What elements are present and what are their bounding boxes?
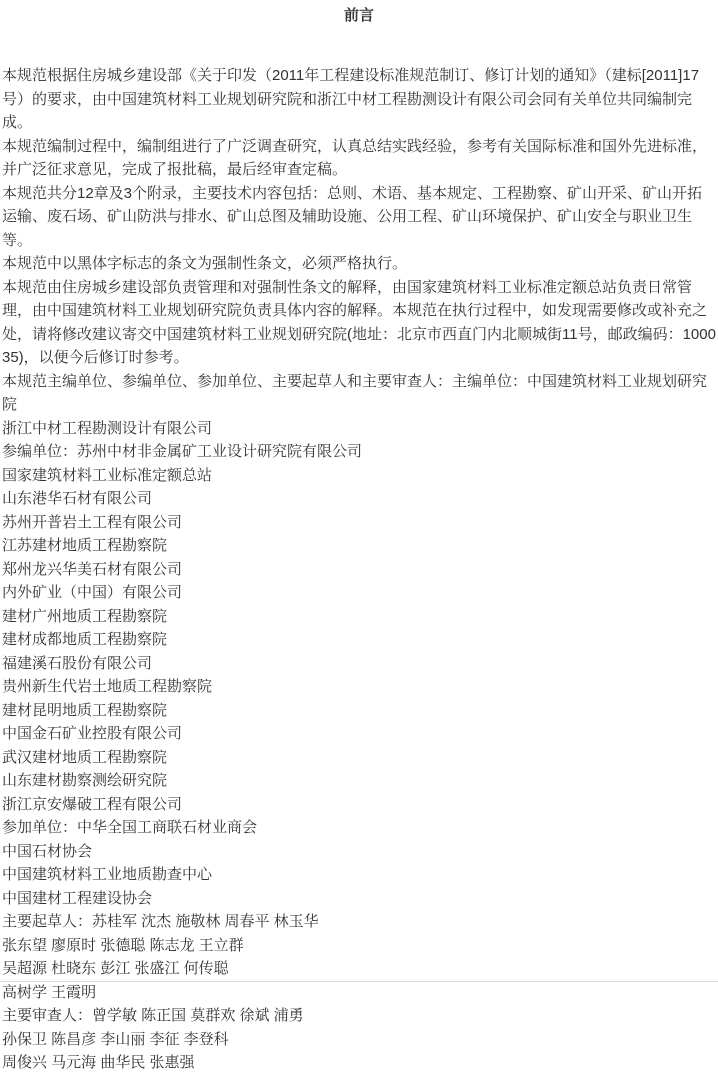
paragraph-line: 福建溪石股份有限公司 <box>2 654 153 672</box>
paragraph-line: 参编单位：苏州中材非金属矿工业设计研究院有限公司 <box>2 443 363 460</box>
paragraph-line: 参加单位：中华全国工商联石材业商会 <box>2 819 258 836</box>
paragraph-line: 中国建筑材料工业地质勘查中心 <box>2 866 213 883</box>
paragraph-line: 山东建材勘察测绘研究院 <box>2 772 168 789</box>
paragraph-line: 本规范编制过程中，编制组进行了广泛调查研究，认真总结实践经验，参考有关国际标准和国外先进标准，并广泛征求意见，完成了报批稿，最后经审查定稿。 <box>2 137 708 178</box>
paragraph-line: 周俊兴 马元海 曲华民 张惠强 <box>2 1054 195 1071</box>
paragraph-line: 建材广州地质工程勘察院 <box>2 607 168 625</box>
document-body <box>2 64 716 1075</box>
paragraph-line: 本规范共分12章及3个附录，主要技术内容包括：总则、术语、基本规定、工程勘察、矿山开采、矿山开拓运输、废石场、矿山防洪与排水、矿山总图及辅助设施、公用工程、矿山环境保护、矿山安全与职业卫生等。 <box>2 184 703 249</box>
paragraph-line: 主要审查人：曾学敏 陈正国 莫群欢 徐斌 浦勇 <box>2 1007 304 1024</box>
paragraph-line: 中国石材协会 <box>2 842 93 860</box>
paragraph-line: 国家建筑材料工业标准定额总站 <box>2 466 213 484</box>
paragraph-line: 吴超源 杜晓东 彭江 张盛江 何传聪 <box>2 960 229 977</box>
paragraph-line: 本规范根据住房城乡建设部《关于印发（2011年工程建设标准规范制订、修订计划的通知》（建标[2011]17号）的要求，由中国建筑材料工业规划研究院和浙江中材工程勘测设计有限公司会同有关单位共同编制完成。 <box>2 67 700 131</box>
paragraph-line: 孙保卫 陈昌彦 李山丽 李征 李登科 <box>2 1030 229 1048</box>
paragraph-line: 高树学 王霞明 <box>2 983 97 1001</box>
paragraph-line: 武汉建材地质工程勘察院 <box>2 748 168 766</box>
paragraph-line: 山东港华石材有限公司 <box>2 490 153 507</box>
paragraph-line: 建材昆明地质工程勘察院 <box>2 701 168 719</box>
paragraph-line: 中国建材工程建设协会 <box>2 889 153 907</box>
paragraph-line: 主要起草人：苏桂军 沈杰 施敬林 周春平 林玉华 <box>2 913 319 930</box>
paragraph-line: 本规范主编单位、参编单位、参加单位、主要起草人和主要审查人：主编单位：中国建筑材料工业规划研究院 <box>2 372 708 413</box>
paragraph-line: 中国金石矿业控股有限公司 <box>2 725 183 742</box>
paragraph-line: 本规范中以黑体字标志的条文为强制性条文，必须严格执行。 <box>2 255 408 272</box>
paragraph-line: 张东望 廖原时 张德聪 陈志龙 王立群 <box>2 936 244 954</box>
paragraph-line: 江苏建材地质工程勘察院 <box>2 537 168 554</box>
paragraph-line: 贵州新生代岩土地质工程勘察院 <box>2 678 213 695</box>
paragraph-line: 浙江京安爆破工程有限公司 <box>2 795 183 813</box>
paragraph-line: 本规范由住房城乡建设部负责管理和对强制性条文的解释，由国家建筑材料工业标准定额总站负责日常管理，由中国建筑材料工业规划研究院负责具体内容的解释。本规范在执行过程中，如发现需要修改或补充之处，请将修改建议寄交中国建筑材料工业规划研究院(地址：北京市西直门内北顺城街11号，邮政编码：100035)，以便今后修订时参考。 <box>2 278 716 366</box>
paragraph-line: 建材成都地质工程勘察院 <box>2 631 168 648</box>
paragraph-line: 浙江中材工程勘测设计有限公司 <box>2 419 213 437</box>
paragraph-line: 郑州龙兴华美石材有限公司 <box>2 560 183 578</box>
page-title: 前言 <box>343 7 374 24</box>
paragraph-line: 内外矿业（中国）有限公司 <box>2 584 183 601</box>
paragraph-line: 苏州开普岩土工程有限公司 <box>2 513 183 531</box>
